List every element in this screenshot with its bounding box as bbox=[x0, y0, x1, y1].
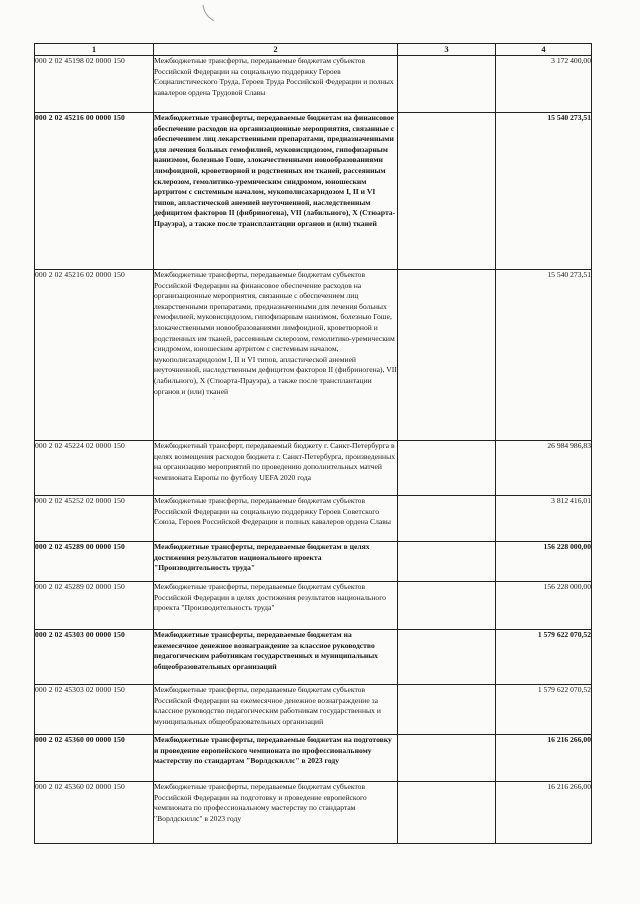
scan-artifact-mark bbox=[200, 4, 218, 24]
budget-code-cell: 000 2 02 45198 02 0000 150 bbox=[35, 56, 154, 113]
description-cell: Межбюджетный трансферт, передаваемый бюджету г. Санкт-Петербурга в целях возмещения расходов бюджета г. Санкт-Петербурга, произведенных на организацию мероприятий по проведению дополнительных матчей чемпионата Европы по футболу UEFA 2020 года bbox=[154, 441, 398, 496]
table-row bbox=[35, 735, 592, 782]
table-row bbox=[35, 542, 592, 582]
header-col-3: 3 bbox=[398, 44, 496, 56]
budget-code-cell: 000 2 02 45360 00 0000 150 bbox=[35, 735, 154, 782]
amount-cell: 156 228 000,00 bbox=[496, 582, 592, 630]
description-cell: Межбюджетные трансферты, передаваемые бюджетам субъектов Российской Федерации на подготовку и проведение европейского чемпионата по профессиональному мастерству по стандартам "Ворлдскиллс" в 2023 году bbox=[154, 782, 398, 844]
description-cell: Межбюджетные трансферты, передаваемые бюджетам на ежемесячное денежное вознаграждение за классное руководство педагогическим работникам государственных и муниципальных общеобразовательных организаций bbox=[154, 630, 398, 685]
column-3-cell bbox=[398, 56, 496, 113]
budget-code-cell: 000 2 02 45360 02 0000 150 bbox=[35, 782, 154, 844]
budget-code-cell: 000 2 02 45289 02 0000 150 bbox=[35, 582, 154, 630]
description-cell: Межбюджетные трансферты, передаваемые бюджетам субъектов Российской Федерации в целях достижения результатов национального проекта "Производительность труда" bbox=[154, 582, 398, 630]
amount-cell: 3 812 416,01 bbox=[496, 496, 592, 542]
budget-code-cell: 000 2 02 45216 00 0000 150 bbox=[35, 113, 154, 270]
header-col-2: 2 bbox=[154, 44, 398, 56]
amount-cell: 15 540 273,51 bbox=[496, 113, 592, 270]
budget-code-cell: 000 2 02 45303 00 0000 150 bbox=[35, 630, 154, 685]
budget-revenue-table bbox=[34, 43, 592, 844]
amount-cell: 1 579 622 070,52 bbox=[496, 685, 592, 735]
table-row bbox=[35, 582, 592, 630]
table-row bbox=[35, 441, 592, 496]
column-3-cell bbox=[398, 496, 496, 542]
description-cell: Межбюджетные трансферты, передаваемые бюджетам субъектов Российской Федерации на финансовое обеспечение расходов на организационные мероприятия, связанные с обеспечением лиц лекарственными препаратами, предназначенными для лечения больных гемофилией, муковисцидозом, гипофизарным нанизмом, болезнью Гоше, злокачественными новообразованиями лимфоидной, кроветворной и родственных им тканей, рассеянным склерозом, гемолитико-уремическим синдромом, юношеским артритом с системным началом, мукополисахаридозом I, II и VI типов, апластической анемией неуточненной, наследственным дефицитом факторов II (фибриногена), VII (лабильного), X (Стюарта-Прауэра), а также после трансплантации органов и (или) тканей bbox=[154, 270, 398, 441]
table-header-row bbox=[35, 44, 592, 56]
budget-code-cell: 000 2 02 45303 02 0000 150 bbox=[35, 685, 154, 735]
table-row bbox=[35, 782, 592, 844]
budget-code-cell: 000 2 02 45216 02 0000 150 bbox=[35, 270, 154, 441]
budget-code-cell: 000 2 02 45289 00 0000 150 bbox=[35, 542, 154, 582]
amount-cell: 26 984 986,83 bbox=[496, 441, 592, 496]
header-col-4: 4 bbox=[496, 44, 592, 56]
column-3-cell bbox=[398, 270, 496, 441]
amount-cell: 3 172 400,00 bbox=[496, 56, 592, 113]
column-3-cell bbox=[398, 685, 496, 735]
column-3-cell bbox=[398, 542, 496, 582]
amount-cell: 15 540 273,51 bbox=[496, 270, 592, 441]
column-3-cell bbox=[398, 782, 496, 844]
amount-cell: 16 216 266,00 bbox=[496, 782, 592, 844]
amount-cell: 16 216 266,00 bbox=[496, 735, 592, 782]
description-cell: Межбюджетные трансферты, передаваемые бюджетам субъектов Российской Федерации на ежемесячное денежное вознаграждение за классное руководство педагогическим работникам государственных и муниципальных общеобразовательных организаций bbox=[154, 685, 398, 735]
header-col-1: 1 bbox=[35, 44, 154, 56]
amount-cell: 156 228 000,00 bbox=[496, 542, 592, 582]
column-3-cell bbox=[398, 113, 496, 270]
column-3-cell bbox=[398, 582, 496, 630]
table-row bbox=[35, 56, 592, 113]
description-cell: Межбюджетные трансферты, передаваемые бюджетам субъектов Российской Федерации на социальную поддержку Героев Социалистического Труда, Героев Труда Российской Федерации и полных кавалеров ордена Трудовой Славы bbox=[154, 56, 398, 113]
table-row bbox=[35, 685, 592, 735]
description-cell: Межбюджетные трансферты, передаваемые бюджетам на подготовку и проведение европейского чемпионата по профессиональному мастерству по стандартам "Ворлдскиллс" в 2023 году bbox=[154, 735, 398, 782]
budget-code-cell: 000 2 02 45224 02 0000 150 bbox=[35, 441, 154, 496]
table-row bbox=[35, 270, 592, 441]
column-3-cell bbox=[398, 630, 496, 685]
table-row bbox=[35, 113, 592, 270]
amount-cell: 1 579 622 070,52 bbox=[496, 630, 592, 685]
column-3-cell bbox=[398, 441, 496, 496]
table-row bbox=[35, 630, 592, 685]
description-cell: Межбюджетные трансферты, передаваемые бюджетам в целях достижения результатов национального проекта "Производительность труда" bbox=[154, 542, 398, 582]
column-3-cell bbox=[398, 735, 496, 782]
budget-code-cell: 000 2 02 45252 02 0000 150 bbox=[35, 496, 154, 542]
description-cell: Межбюджетные трансферты, передаваемые бюджетам на финансовое обеспечение расходов на организационные мероприятия, связанные с обеспечением лиц лекарственными препаратами, предназначенными для лечения больных гемофилией, муковисцидозом, гипофизарным нанизмом, болезнью Гоше, злокачественными новообразованиями лимфоидной, кроветворной и родственных им тканей, рассеянным склерозом, гемолитико-уремическим синдромом, юношеским артритом с системным началом, мукополисахаридозом I, II и VI типов, апластической анемией неуточненной, наследственным дефицитом факторов II (фибриногена), VII (лабильного), X (Стюарта-Прауэра), а также после трансплантации органов и (или) тканей bbox=[154, 113, 398, 270]
description-cell: Межбюджетные трансферты, передаваемые бюджетам субъектов Российской Федерации на социальную поддержку Героев Советского Союза, Героев Российской Федерации и полных кавалеров ордена Славы bbox=[154, 496, 398, 542]
table-row bbox=[35, 496, 592, 542]
